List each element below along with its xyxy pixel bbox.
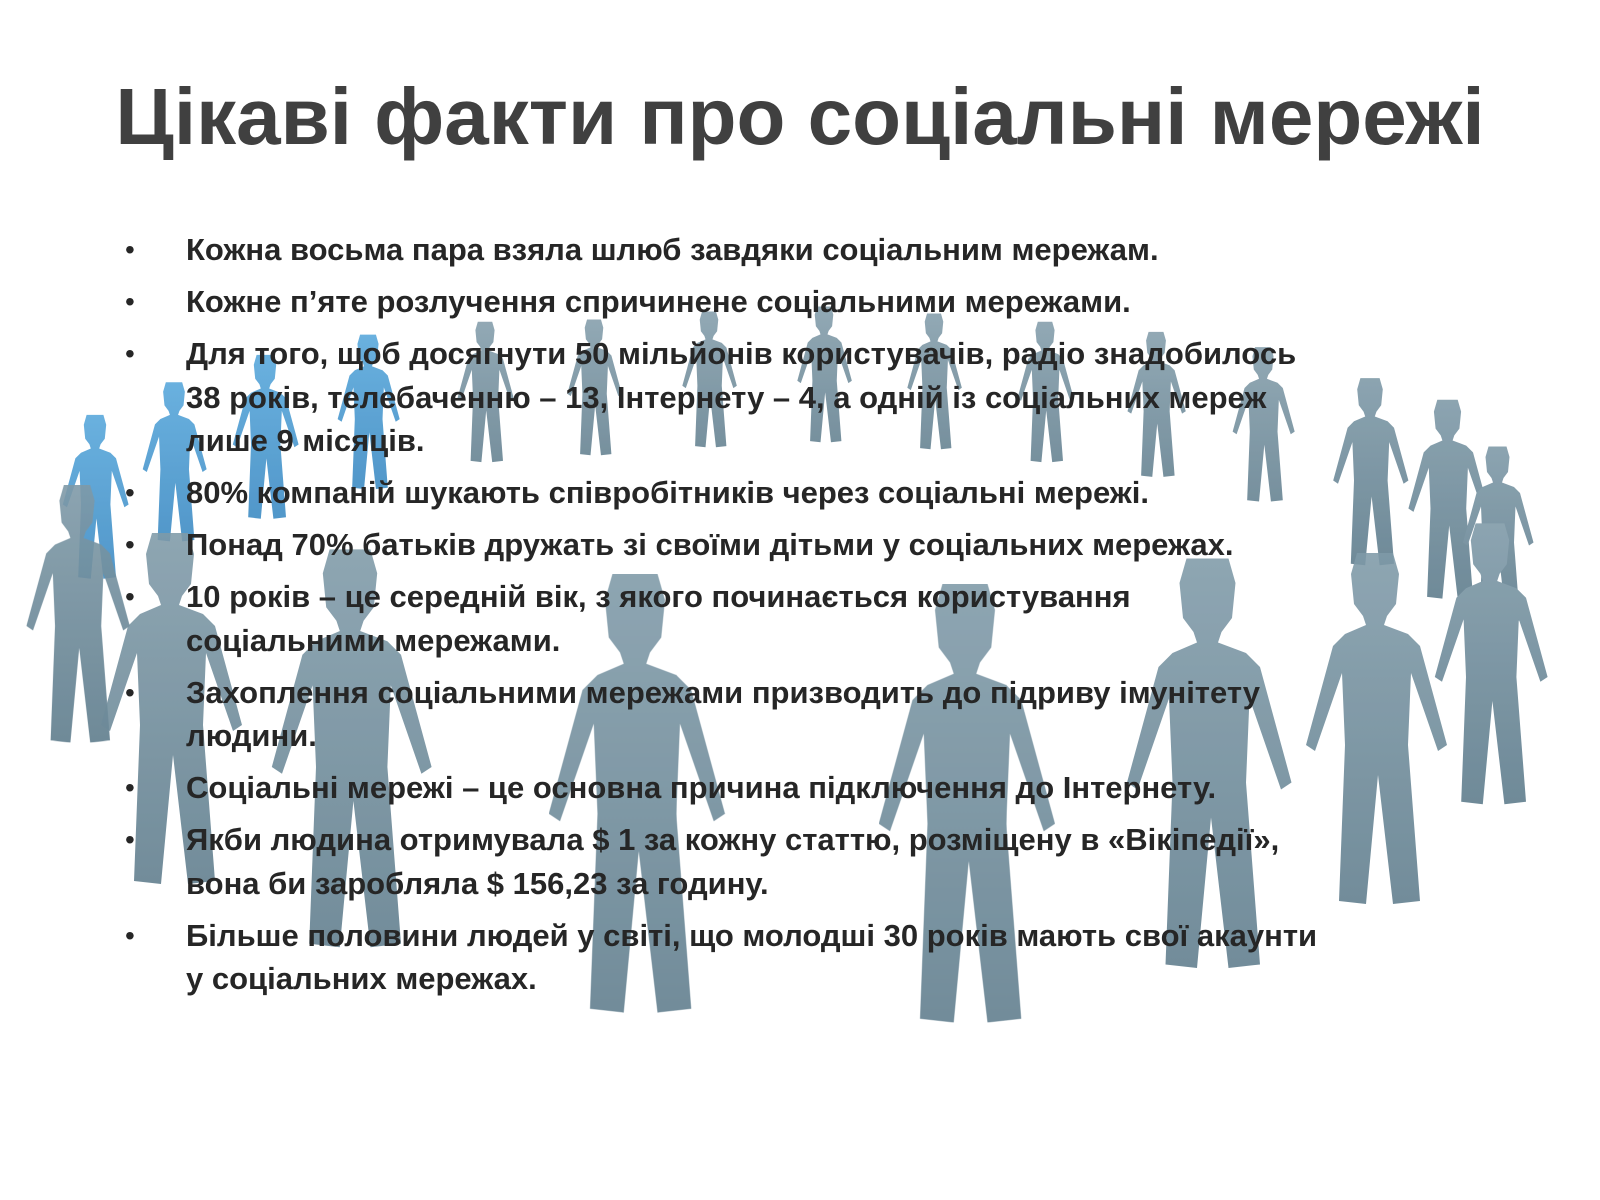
list-item: [120, 523, 1500, 567]
fact-line: 10 років – це середній вік, з якого починається користування: [186, 579, 1131, 614]
fact-line: Соціальні мережі – це основна причина підключення до Інтернету.: [186, 770, 1217, 805]
fact-line: 80% компаній шукають співробітників через соціальні мережі.: [186, 475, 1149, 510]
fact-line: Для того, щоб досягнути 50 мільйонів користувачів, радіо знадобилось: [186, 336, 1297, 371]
list-item: [120, 280, 1500, 324]
fact-line: Захоплення соціальними мережами призводить до підриву імунітету: [186, 674, 1261, 710]
list-item: [120, 332, 1500, 463]
fact-line: у соціальних мережах.: [186, 961, 537, 996]
bullet-icon: •: [125, 772, 135, 803]
list-item: [120, 766, 1500, 810]
list-item: [120, 818, 1500, 905]
fact-line: Більше половини людей у світі, що молодші 30 років мають свої акаунти: [186, 917, 1318, 953]
fact-line: Якби людина отримувала $ 1 за кожну статтю, розміщену в «Вікіпедії»,: [186, 822, 1280, 857]
facts-list: [120, 228, 1500, 1009]
list-item: [120, 575, 1500, 662]
bullet-icon: •: [125, 286, 135, 317]
fact-line: лише 9 місяців.: [186, 423, 425, 458]
fact-line: вона би заробляла $ 156,23 за годину.: [186, 865, 769, 901]
bullet-icon: •: [125, 529, 135, 560]
bullet-icon: •: [125, 581, 135, 612]
list-item: [120, 471, 1500, 515]
fact-line: 38 років, телебаченню – 13, Інтернету – 4, а одній із соціальних мереж: [186, 379, 1267, 415]
fact-line: Понад 70% батьків дружать зі своїми дітьми у соціальних мережах.: [186, 527, 1234, 562]
fact-line: Кожна восьма пара взяла шлюб завдяки соціальним мережам.: [186, 232, 1159, 267]
bullet-icon: •: [125, 477, 135, 508]
bullet-icon: •: [125, 234, 135, 265]
bullet-icon: •: [125, 338, 135, 369]
bullet-icon: •: [125, 676, 135, 708]
fact-line: соціальними мережами.: [186, 622, 561, 658]
bullet-icon: •: [125, 824, 135, 855]
bullet-icon: •: [125, 919, 135, 951]
list-item: [120, 228, 1500, 272]
fact-line: людини.: [186, 718, 317, 753]
list-item: [120, 914, 1500, 1001]
page-title: Цікаві факти про соціальні мережі: [115, 72, 1485, 161]
fact-line: Кожне п’яте розлучення спричинене соціальними мережами.: [186, 284, 1131, 319]
list-item: [120, 671, 1500, 758]
